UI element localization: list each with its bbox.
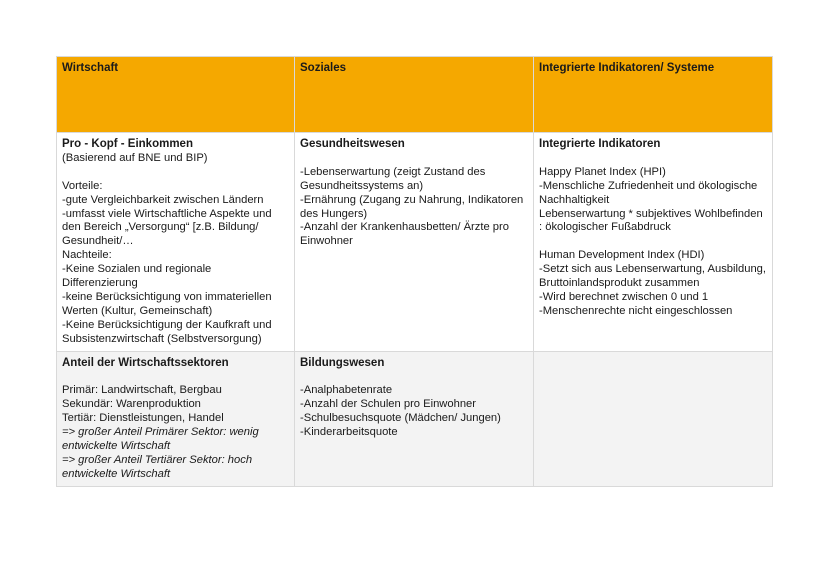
table-row [57, 351, 773, 486]
cell-title: Integrierte Indikatoren [539, 138, 661, 150]
list-item: -Schulbesuchsquote (Mädchen/ Jungen) [300, 412, 501, 425]
list-item: -Menschenrechte nicht eingeschlossen [539, 304, 733, 317]
list-item: -Keine Sozialen und regionale Differenzierung [62, 263, 212, 290]
list-item: => großer Anteil Tertiärer Sektor: hoch entwickelte Wirtschaft [62, 453, 253, 480]
table-row [57, 133, 773, 352]
list-item: -Kinderarbeitsquote [300, 426, 398, 439]
list-item: -Setzt sich aus Lebenserwartung, Ausbildung, Bruttoinlandsprodukt zusammen [539, 263, 766, 290]
cell-title: Gesundheitswesen [300, 138, 405, 150]
hpi-title: Happy Planet Index (HPI) [539, 165, 666, 178]
list-item: -Keine Berücksichtigung der Kaufkraft und Subsistenzwirtschaft (Selbstversorgung) [62, 318, 272, 345]
header-integrierte-indikatoren: Integrierte Indikatoren/ Systeme [534, 57, 773, 133]
list-item: -Ernährung (Zugang zu Nahrung, Indikatoren des Hungers) [300, 193, 524, 220]
cell-gesundheitswesen [295, 133, 534, 352]
list-item: -Anzahl der Krankenhausbetten/ Ärzte pro Einwohner [300, 221, 509, 248]
cell-subtitle: (Basierend auf BNE und BIP) [62, 151, 208, 164]
list-item: Tertiär: Dienstleistungen, Handel [62, 412, 224, 425]
cons-label: Nachteile: [62, 249, 112, 262]
cell-integrierte-indikatoren [534, 133, 773, 352]
list-item: -Wird berechnet zwischen 0 und 1 [539, 290, 709, 303]
list-item: Sekundär: Warenproduktion [62, 398, 201, 411]
pros-label: Vorteile: [62, 179, 103, 192]
list-item: => großer Anteil Primärer Sektor: wenig entwickelte Wirtschaft [62, 426, 259, 452]
hdi-title: Human Development Index (HDI) [539, 249, 705, 262]
header-wirtschaft: Wirtschaft [57, 57, 295, 133]
cell-empty [534, 351, 773, 486]
cell-title: Anteil der Wirtschaftssektoren [62, 356, 229, 369]
header-row [57, 57, 773, 133]
list-item: -gute Vergleichbarkeit zwischen Ländern [62, 193, 264, 206]
list-item: Lebenserwartung * subjektives Wohlbefinden : ökologischer Fußabdruck [539, 207, 763, 234]
cell-bildungswesen [295, 351, 534, 486]
cell-title: Bildungswesen [300, 356, 385, 369]
cell-title: Pro - Kopf - Einkommen [62, 138, 193, 150]
list-item: -Analphabetenrate [300, 384, 393, 397]
header-soziales: Soziales [295, 57, 534, 133]
list-item: -umfasst viele Wirtschaftliche Aspekte und den Bereich „Versorgung“ [z.B. Bildung/ Gesundheit/… [62, 207, 272, 248]
list-item: -Anzahl der Schulen pro Einwohner [300, 398, 476, 411]
cell-pro-kopf-einkommen [57, 133, 295, 352]
comparison-table [56, 56, 773, 487]
list-item: -Lebenserwartung (zeigt Zustand des Gesundheitssystems an) [300, 165, 486, 192]
cell-wirtschaftssektoren [57, 351, 295, 486]
list-item: -Menschliche Zufriedenheit und ökologische Nachhaltigkeit [539, 179, 758, 206]
list-item: Primär: Landwirtschaft, Bergbau [62, 384, 222, 397]
list-item: -keine Berücksichtigung von immateriellen Werten (Kultur, Gemeinschaft) [62, 290, 272, 317]
